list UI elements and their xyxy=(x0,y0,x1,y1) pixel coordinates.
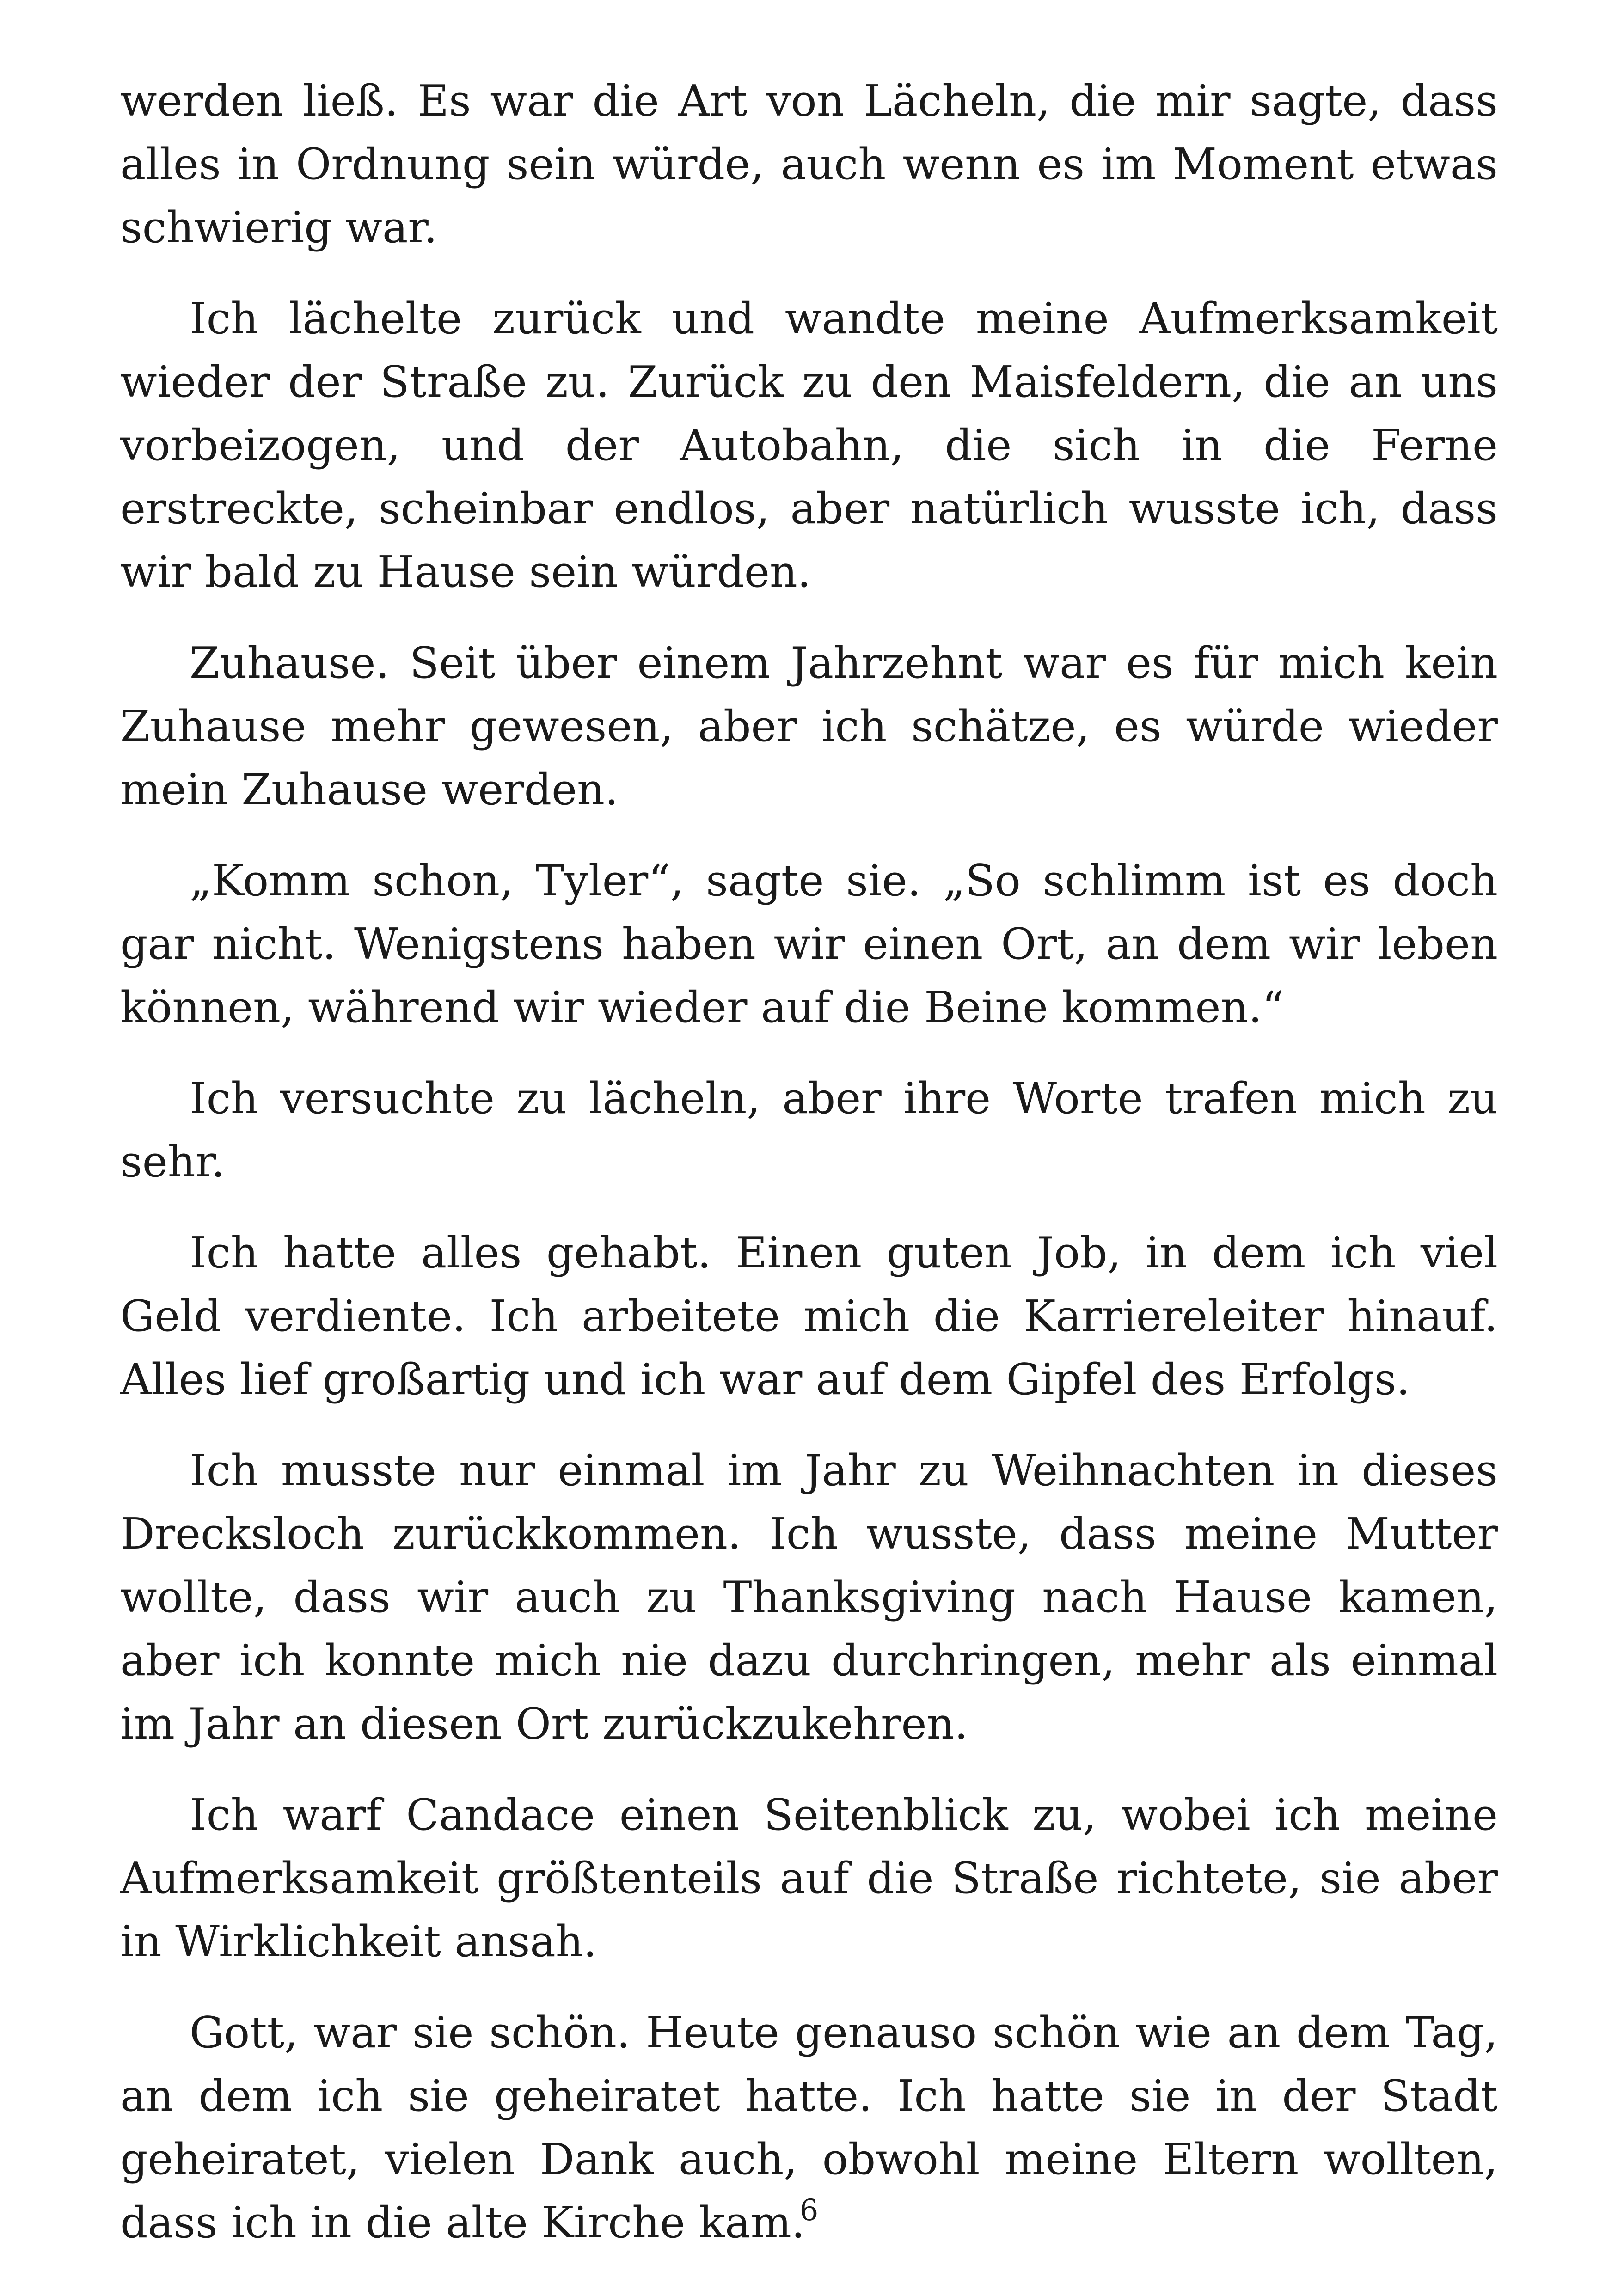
paragraph: Ich hatte alles gehabt. Einen guten Job, in dem ich viel Geld verdiente. Ich arbeitete mich die Karriereleiter hinauf. Alles lief großartig und ich war auf dem Gipfel des Erfolgs. xyxy=(120,1228,1498,1404)
paragraph: Ich warf Candace einen Seitenblick zu, wobei ich meine Aufmerksamkeit größtenteils auf die Straße richtete, sie aber in Wirklichkeit ansah. xyxy=(120,1790,1498,1966)
paragraph: „Komm schon, Tyler“, sagte sie. „So schlimm ist es doch gar nicht. Wenigstens haben wir einen Ort, an dem wir leben können, während wir wieder auf die Beine kommen.“ xyxy=(120,856,1498,1032)
paragraph: Zuhause. Seit über einem Jahrzehnt war es für mich kein Zuhause mehr gewesen, aber ich schätze, es würde wieder mein Zuhause werden. xyxy=(120,638,1498,814)
paragraph: Ich versuchte zu lächeln, aber ihre Worte trafen mich zu sehr. xyxy=(120,1073,1498,1187)
paragraph: Ich lächelte zurück und wandte meine Aufmerksamkeit wieder der Straße zu. Zurück zu den Maisfeldern, die an uns vorbeizogen, und der Autobahn, die sich in die Ferne erstreckte, scheinbar endlos, aber natürlich wusste ich, dass wir bald zu Hause sein würden. xyxy=(120,294,1498,597)
body-text xyxy=(120,69,1498,2282)
paragraph-continuation: werden ließ. Es war die Art von Lächeln, die mir sagte, dass alles in Ordnung sein würde, auch wenn es im Moment etwas schwierig war. xyxy=(120,76,1498,252)
paragraph: Ich musste nur einmal im Jahr zu Weihnachten in dieses Drecksloch zurückkommen. Ich wusste, dass meine Mutter wollte, dass wir auch zu Thanksgiving nach Hause kamen, aber ich konnte mich nie dazu durchringen, mehr als einmal im Jahr an diesen Ort zurückzukehren. xyxy=(120,1445,1498,1749)
page-number: 6 xyxy=(799,2193,819,2228)
paragraph: Gott, war sie schön. Heute genauso schön wie an dem Tag, an dem ich sie geheiratet hatte. Ich hatte sie in der Stadt geheiratet, vielen Dank auch, obwohl meine Eltern wollten, dass ich in die alte Kirche kam. xyxy=(120,2008,1498,2247)
